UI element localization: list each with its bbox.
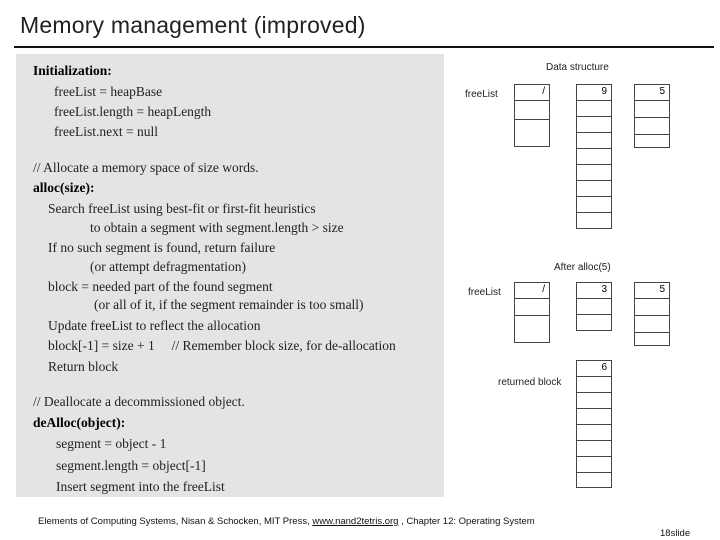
memory-cell <box>576 116 612 133</box>
memory-cell <box>576 148 612 165</box>
alloc-line: Update freeList to reflect the allocation <box>48 318 261 333</box>
memory-cell <box>634 100 670 118</box>
pseudocode-panel <box>16 54 444 497</box>
freelist-label: freeList <box>468 287 501 298</box>
alloc-line: to obtain a segment with segment.length > size <box>90 220 344 235</box>
slide-number: 18slide <box>660 528 691 539</box>
segment-length-cell: 3 <box>576 282 612 299</box>
returned-block-cell <box>576 456 612 473</box>
alloc-line: If no such segment is found, return failure <box>48 240 276 255</box>
memory-cell <box>634 315 670 333</box>
dealloc-line: segment.length = object[-1] <box>56 458 206 473</box>
memory-cell <box>514 315 550 343</box>
memory-diagram <box>448 54 720 514</box>
memory-cell <box>514 100 550 120</box>
dealloc-comment: // Deallocate a decommissioned object. <box>33 394 245 409</box>
init-line: freeList.next = null <box>54 124 158 139</box>
returned-block-size-cell: 6 <box>576 360 612 377</box>
returned-block-label: returned block <box>498 377 562 388</box>
alloc-line: Return block <box>48 359 119 374</box>
freelist-cell: / <box>514 282 550 299</box>
alloc-line: block[-1] = size + 1 // Remember block size, for de-allocation <box>48 338 396 353</box>
alloc-comment: // Allocate a memory space of size words. <box>33 160 259 175</box>
returned-block-cell <box>576 440 612 457</box>
memory-cell <box>514 298 550 316</box>
returned-block-cell <box>576 424 612 441</box>
alloc-line: Search freeList using best-fit or first-fit heuristics <box>48 201 316 216</box>
segment-length-cell: 5 <box>634 84 670 101</box>
memory-cell <box>634 117 670 135</box>
memory-cell <box>634 298 670 316</box>
returned-block-cell <box>576 408 612 425</box>
dealloc-line: Insert segment into the freeList <box>56 479 225 494</box>
alloc-line: block = needed part of the found segment <box>48 279 273 294</box>
memory-cell <box>514 119 550 147</box>
returned-block-cell <box>576 376 612 393</box>
memory-cell <box>576 180 612 197</box>
memory-cell <box>634 134 670 148</box>
alloc-line: (or attempt defragmentation) <box>90 259 246 274</box>
memory-cell <box>576 196 612 213</box>
returned-block-cell <box>576 472 612 488</box>
alloc-signature: alloc(size): <box>33 180 95 195</box>
alloc-line: (or all of it, if the segment remainder is too small) <box>94 297 364 312</box>
segment-length-cell: 5 <box>634 282 670 299</box>
init-line: freeList = heapBase <box>54 84 163 99</box>
memory-cell <box>576 132 612 149</box>
memory-cell <box>576 164 612 181</box>
after-alloc-label: After alloc(5) <box>554 262 611 273</box>
memory-cell <box>576 314 612 331</box>
page-title: Memory management (improved) <box>20 12 366 38</box>
memory-cell <box>576 298 612 315</box>
returned-block-cell <box>576 392 612 409</box>
title-divider <box>14 46 714 48</box>
data-structure-label: Data structure <box>546 62 609 73</box>
footer-citation: Elements of Computing Systems, Nisan & Schocken, MIT Press, www.nand2tetris.org , Chapter 12: Operating System <box>38 516 535 527</box>
dealloc-signature: deAlloc(object): <box>33 415 126 430</box>
website-link[interactable]: www.nand2tetris.org <box>312 516 399 527</box>
init-line: freeList.length = heapLength <box>54 104 212 119</box>
segment-length-cell: 9 <box>576 84 612 101</box>
init-heading: Initialization: <box>33 63 112 78</box>
freelist-label: freeList <box>465 89 498 100</box>
freelist-cell: / <box>514 84 550 101</box>
memory-cell <box>634 332 670 346</box>
memory-cell <box>576 212 612 229</box>
memory-cell <box>576 100 612 117</box>
dealloc-line: segment = object - 1 <box>56 436 167 451</box>
